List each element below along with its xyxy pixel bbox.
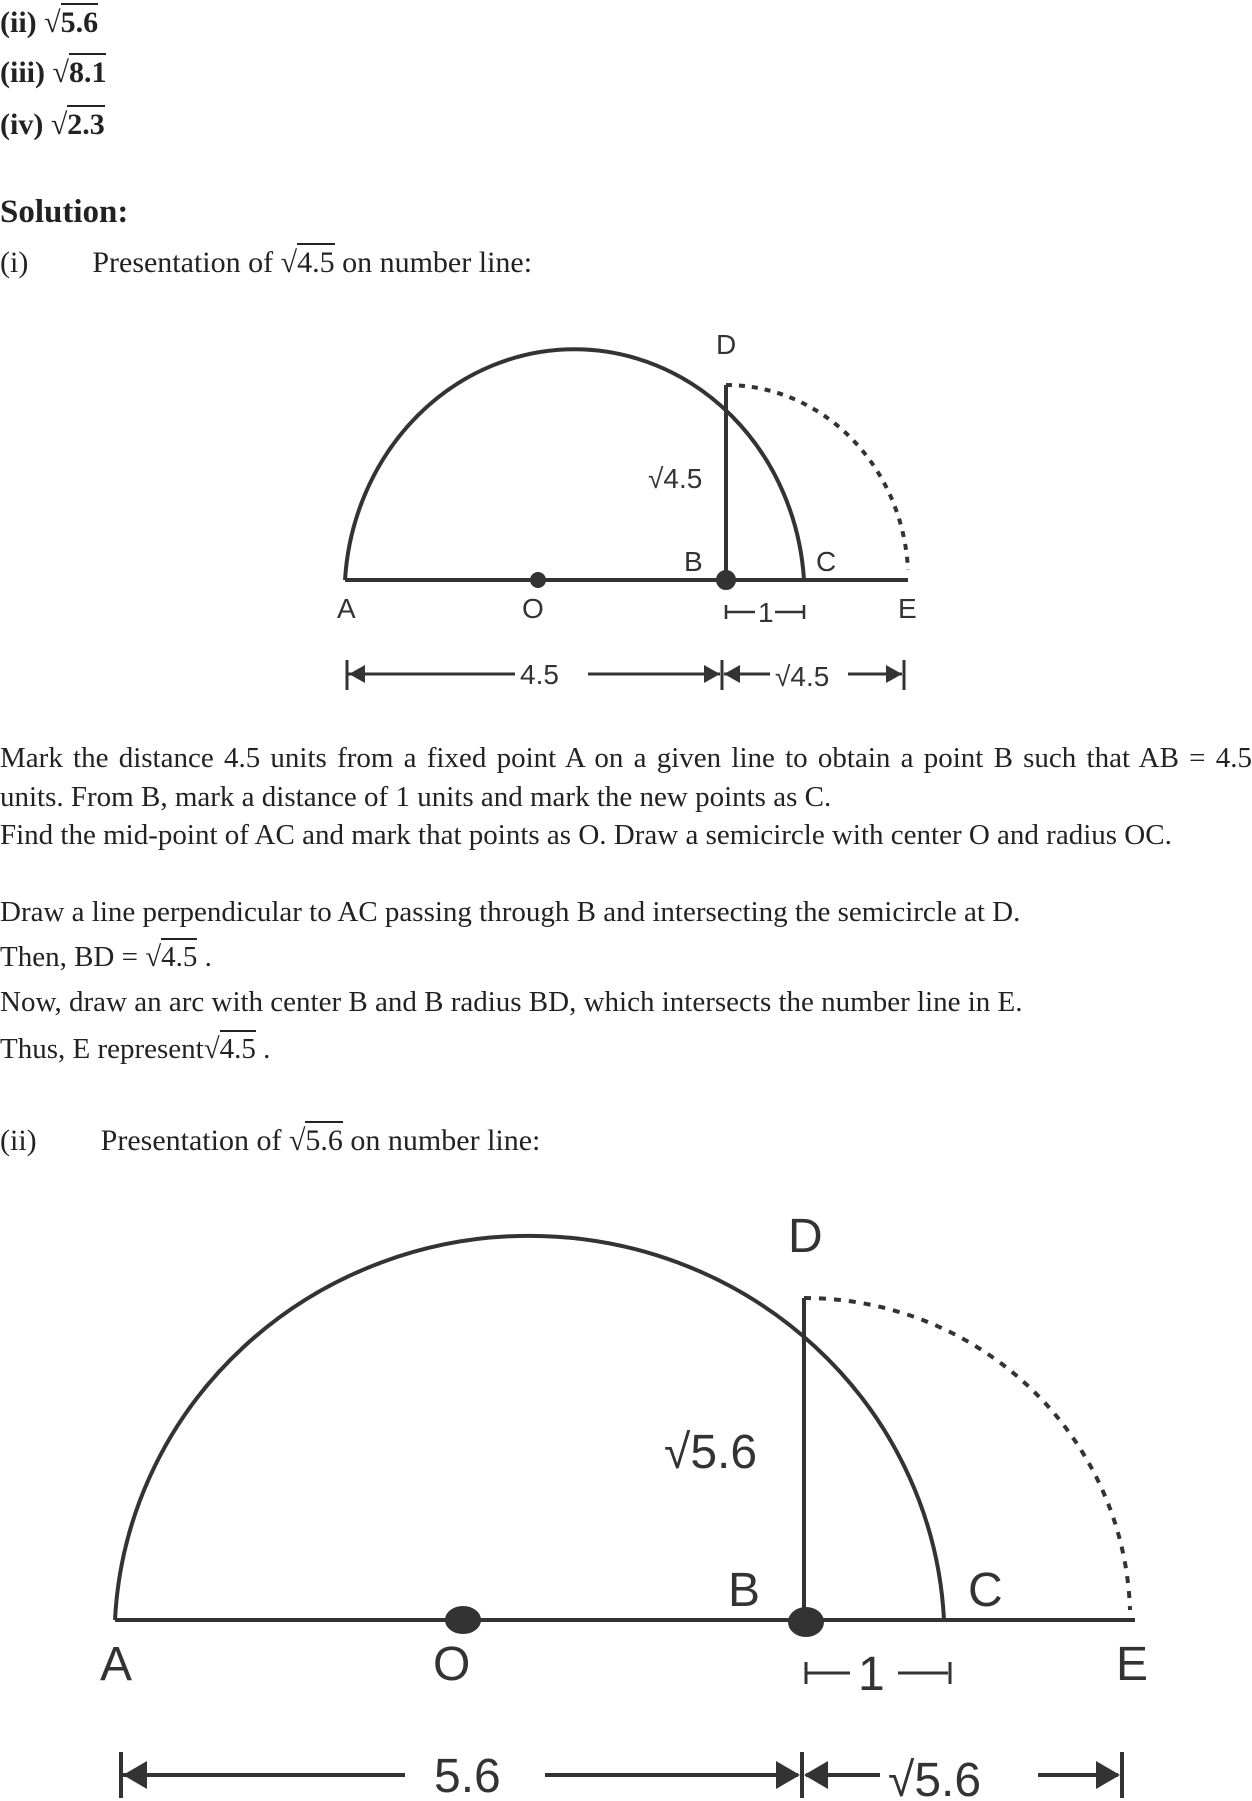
label-c-1: C <box>816 546 837 577</box>
diagram-1 <box>345 349 908 690</box>
unit-label-1: 1 <box>758 597 774 628</box>
then-line: Then, BD = √4.5 . <box>0 938 1252 977</box>
label-b-2: B <box>728 1564 761 1617</box>
question-ii: (ii) √5.6 <box>0 8 98 38</box>
label-d-2: D <box>788 1210 823 1263</box>
dotted-arc-1 <box>726 385 908 570</box>
diagram-2 <box>115 1236 1135 1798</box>
semicircle-2 <box>115 1236 944 1620</box>
point-o-1 <box>532 574 544 586</box>
label-o-2: O <box>433 1638 471 1691</box>
thus-line: Thus, E represent√4.5 . <box>0 1030 1252 1069</box>
label-e-2: E <box>1116 1638 1149 1691</box>
question-iii: (iii) √8.1 <box>0 58 106 88</box>
bd-label-2: √5.6 <box>664 1426 758 1479</box>
be-label-1: √4.5 <box>775 661 830 692</box>
semicircle-1 <box>345 349 804 580</box>
part1-heading: (i) Presentation of √4.5 on number line: <box>0 248 532 278</box>
label-e-1: E <box>898 593 917 624</box>
step-2: Find the mid-point of AC and mark that points as O. Draw a semicircle with center O and radius OC. <box>0 819 1172 851</box>
step-1: Mark the distance 4.5 units from a fixed point A on a given line to obtain a point B such that AB = 4.5 units. From B, mark a distance of 1 units and mark the new points as C. <box>0 742 1252 813</box>
step-3: Draw a line perpendicular to AC passing through B and intersecting the semicircle at D. <box>0 896 1021 928</box>
question-iv: (iv) √2.3 <box>0 110 105 140</box>
label-a-1: A <box>337 593 356 624</box>
part2-heading: (ii) Presentation of √5.6 on number line: <box>0 1126 540 1156</box>
solution-heading: Solution: <box>0 194 129 230</box>
label-b-1: B <box>684 546 703 577</box>
point-o-2 <box>447 1608 479 1632</box>
be-label-2: √5.6 <box>888 1754 982 1801</box>
label-o-1: O <box>522 593 544 624</box>
label-c-2: C <box>968 1564 1003 1617</box>
ab-label-2: 5.6 <box>434 1750 501 1801</box>
label-a-2: A <box>100 1638 133 1691</box>
dotted-arc-2 <box>804 1298 1130 1610</box>
point-b-1 <box>718 572 734 588</box>
label-d-1: D <box>716 329 737 360</box>
bd-label-1: √4.5 <box>648 463 703 494</box>
point-b-2 <box>790 1609 822 1635</box>
unit-label-2: 1 <box>858 1648 885 1701</box>
step-4: Now, draw an arc with center B and B radius BD, which intersects the number line in E. <box>0 986 1023 1018</box>
ab-label-1: 4.5 <box>520 659 559 690</box>
